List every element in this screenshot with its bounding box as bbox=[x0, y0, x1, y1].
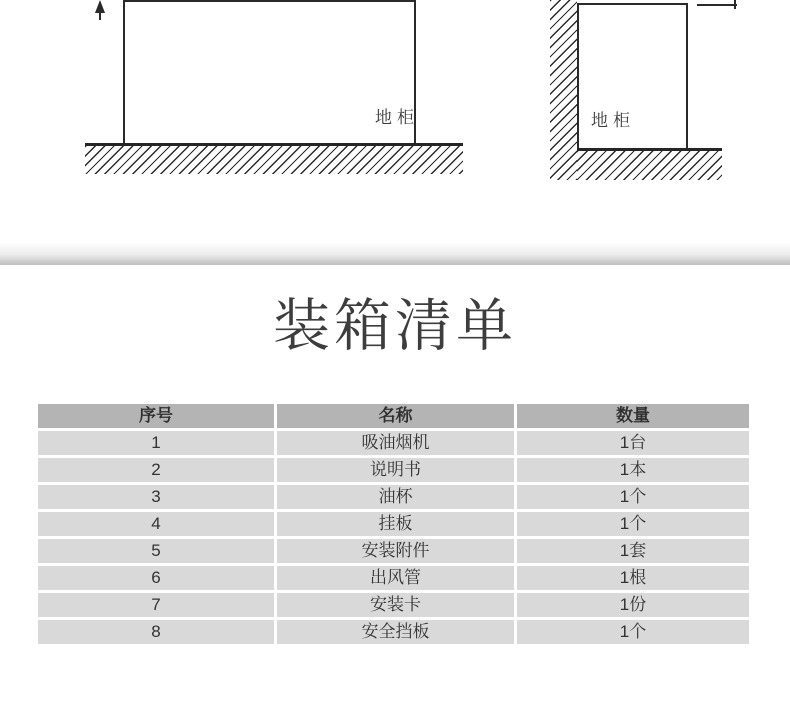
table-cell-name: 安全挡板 bbox=[277, 620, 514, 644]
up-arrow-stem bbox=[99, 11, 101, 20]
table-cell-qty: 1台 bbox=[517, 431, 749, 455]
table-cell-no: 7 bbox=[38, 593, 274, 617]
table-cell-qty: 1个 bbox=[517, 620, 749, 644]
table-header-row bbox=[38, 404, 749, 428]
table-row bbox=[38, 431, 749, 455]
section-divider-shadow bbox=[0, 242, 790, 265]
cabinet-label: 地柜 bbox=[591, 111, 635, 130]
table-cell-name: 出风管 bbox=[277, 566, 514, 590]
table-cell-name: 安装附件 bbox=[277, 539, 514, 563]
table-row bbox=[38, 458, 749, 482]
ground-hatch bbox=[85, 146, 463, 174]
table-row bbox=[38, 512, 749, 536]
table-cell-no: 6 bbox=[38, 566, 274, 590]
table-row bbox=[38, 566, 749, 590]
cabinet-outline bbox=[123, 0, 419, 143]
floor-hatch bbox=[577, 151, 722, 180]
table-cell-no: 8 bbox=[38, 620, 274, 644]
table-header-cell-qty: 数量 bbox=[517, 404, 749, 428]
table-row bbox=[38, 539, 749, 563]
wall-hatch bbox=[550, 0, 577, 180]
table-cell-no: 4 bbox=[38, 512, 274, 536]
table-row bbox=[38, 593, 749, 617]
table-row bbox=[38, 485, 749, 509]
table-cell-no: 1 bbox=[38, 431, 274, 455]
table-cell-name: 挂板 bbox=[277, 512, 514, 536]
packing-list-table bbox=[38, 404, 749, 647]
table-cell-name: 吸油烟机 bbox=[277, 431, 514, 455]
page-title: 装箱清单 bbox=[273, 294, 517, 358]
table-header-cell-name: 名称 bbox=[277, 404, 514, 428]
table-row bbox=[38, 620, 749, 644]
table-cell-no: 5 bbox=[38, 539, 274, 563]
right-cabinet-diagram bbox=[500, 0, 790, 190]
table-cell-qty: 1个 bbox=[517, 512, 749, 536]
table-cell-name: 油杯 bbox=[277, 485, 514, 509]
table-cell-name: 安装卡 bbox=[277, 593, 514, 617]
table-header-cell-no: 序号 bbox=[38, 404, 274, 428]
table-cell-qty: 1份 bbox=[517, 593, 749, 617]
table-cell-name: 说明书 bbox=[277, 458, 514, 482]
table-cell-qty: 1个 bbox=[517, 485, 749, 509]
table-cell-qty: 1本 bbox=[517, 458, 749, 482]
table-cell-qty: 1套 bbox=[517, 539, 749, 563]
table-cell-no: 3 bbox=[38, 485, 274, 509]
table-cell-qty: 1根 bbox=[517, 566, 749, 590]
cabinet-label: 地柜 bbox=[375, 108, 419, 127]
dimension-line bbox=[697, 4, 737, 6]
cabinet-outline bbox=[577, 3, 688, 148]
left-cabinet-diagram bbox=[0, 0, 500, 180]
dimension-tick bbox=[734, 0, 736, 9]
table-cell-no: 2 bbox=[38, 458, 274, 482]
